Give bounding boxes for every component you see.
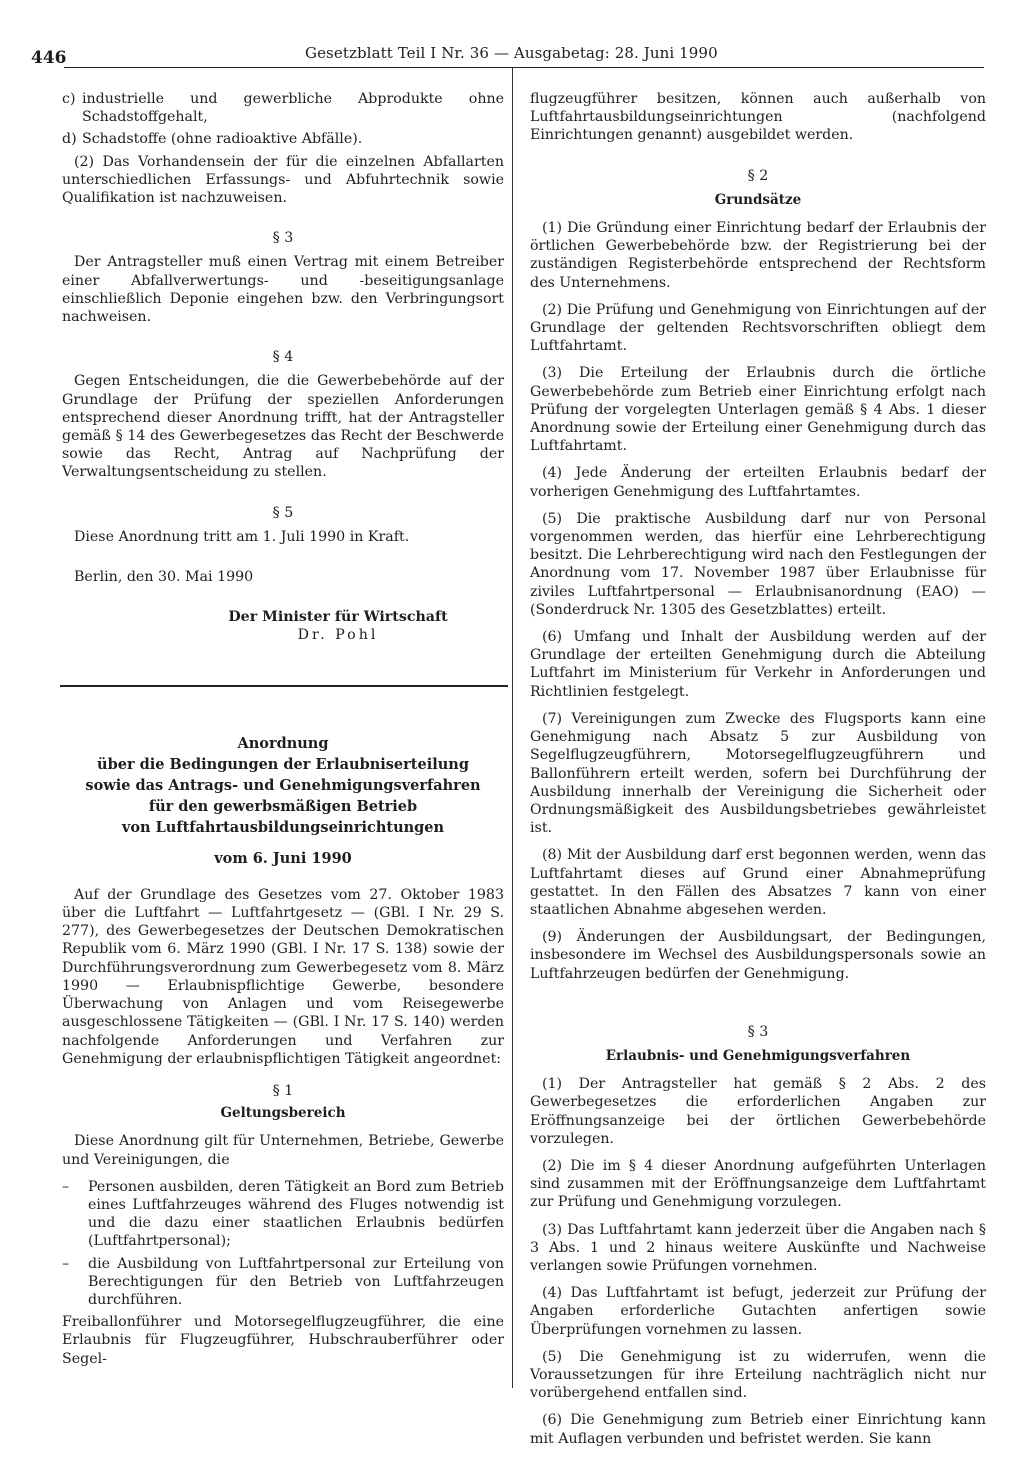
paragraph: Diese Anordnung tritt am 1. Juli 1990 in Kraft. xyxy=(74,528,410,545)
paragraph: (2) Das Vorhandensein der für die einzelnen Abfallarten unterschiedlichen Erfassungs- und Abfuhrtechnik sowie Qualifikation ist nachzuweisen. xyxy=(62,153,504,207)
list-item-label: – xyxy=(62,1255,70,1272)
section-number: § 3 xyxy=(747,1023,769,1040)
paragraph: (9) Änderungen der Ausbildungsart, der Bedingungen, insbesondere im Wechsel des Ausbildungspersonals sowie an Luftfahrzeugen bedürfen der Genehmigung. xyxy=(530,929,986,982)
signer-name: Dr. Pohl xyxy=(297,627,379,644)
page-number: 446 xyxy=(31,48,67,68)
place-date: Berlin, den 30. Mai 1990 xyxy=(74,569,254,586)
section-number: § 5 xyxy=(272,504,294,521)
right-column xyxy=(530,90,986,1457)
ordinance-title xyxy=(62,733,504,838)
page-header xyxy=(0,0,1024,68)
section-number: § 2 xyxy=(747,167,769,184)
paragraph: (1) Der Antragsteller hat gemäß § 2 Abs. 2 des Gewerbegesetzes die erforderlichen Angaben zur Eröffnungsanzeige bei der örtlichen Gewerbebehörde vorzulegen. xyxy=(530,1076,986,1147)
list-item-text: Schadstoffe (ohne radioaktive Abfälle). xyxy=(82,131,363,148)
paragraph: (4) Das Luftfahrtamt ist befugt, jederzeit zur Prüfung der Angaben erforderliche Gutachten anfertigen sowie Überprüfungen vornehmen zu lassen. xyxy=(530,1285,986,1338)
list-item-text: industrielle und gewerbliche Abprodukte ohne Schadstoffgehalt, xyxy=(82,91,504,126)
ordinance-title-line: für den gewerbsmäßigen Betrieb xyxy=(148,797,418,815)
paragraph: (6) Umfang und Inhalt der Ausbildung werden auf der Grundlage der erteilten Genehmigung durch die Abteilung Luftfahrt im Ministerium für Verkehr in Anforderungen und Richtlinien festgelegt. xyxy=(530,629,986,700)
preamble: Auf der Grundlage des Gesetzes vom 27. Oktober 1983 über die Luftfahrt — Luftfahrtgesetz — (GBl. I Nr. 29 S. 277), des Gewerbegesetzes der Deutschen Demokratischen Republik vom 6. März 1990 (GBl. I Nr. 17 S. 138) sowie der Durchführungsverordnung zum Gewerbegesetz vom 8. März 1990 — Erlaubnispflichtige Gewerbe, besondere Überwachung von Anlagen und vom Reisegewerbe ausgeschlossene Tätigkeiten — (GBl. I Nr. 17 S. 140) werden nachfolgende Anforderungen und Verfahren zur Genehmigung der erlaubnispflichtigen Tätigkeit angeordnet: xyxy=(62,886,504,1067)
paragraph: (3) Die Erteilung der Erlaubnis durch die örtliche Gewerbebehörde zum Betrieb einer Einrichtung erfolgt nach Prüfung der vorgelegten Unterlagen gemäß § 4 Abs. 1 dieser Anordnung sowie der Erteilung einer Genehmigung durch das Luftfahrtamt. xyxy=(530,365,986,455)
list-item xyxy=(62,1255,504,1310)
section-number: § 4 xyxy=(272,349,294,366)
ordinance-date: vom 6. Juni 1990 xyxy=(214,849,352,867)
list-item-label: – xyxy=(62,1178,70,1195)
list-item-text: die Ausbildung von Luftfahrtpersonal zur Erteilung von Berechtigungen für den Betrieb von Luftfahrzeugen durchführen. xyxy=(88,1255,504,1308)
list-item-label: d) xyxy=(62,131,77,148)
section-rule xyxy=(60,685,508,687)
left-column xyxy=(62,90,504,1377)
paragraph: Gegen Entscheidungen, die die Gewerbebehörde auf der Grundlage der Prüfung der speziellen Anforderungen entsprechend dieser Anordnung trifft, hat der Antragsteller gemäß § 14 des Gewerbegesetzes das Recht der Beschwerde sowie das Recht, Antrag auf Nachprüfung der Verwaltungsentscheidung zu stellen. xyxy=(62,373,504,481)
paragraph: (5) Die Genehmigung ist zu widerrufen, wenn die Voraussetzungen für ihre Erteilung nachträglich nicht nur vorübergehend entfallen sind. xyxy=(530,1348,986,1402)
paragraph: Freiballonführer und Motorsegelflugzeugführer, die eine Erlaubnis für Flugzeugführer, Hubschrauberführer oder Segel- xyxy=(62,1314,504,1367)
list-item-label: c) xyxy=(62,91,76,107)
paragraph: (4) Jede Änderung der erteilten Erlaubnis bedarf der vorherigen Genehmigung des Luftfahrtamtes. xyxy=(530,465,986,500)
list-item xyxy=(62,1178,504,1251)
paragraph: flugzeugführer besitzen, können auch außerhalb von Luftfahrtausbildungseinrichtungen (nachfolgend Einrichtungen genannt) ausgebildet werden. xyxy=(530,91,986,144)
header-rule xyxy=(64,67,984,68)
paragraph: (6) Die Genehmigung zum Betrieb einer Einrichtung kann mit Auflagen verbunden und befristet werden. Sie kann xyxy=(530,1412,986,1447)
ordinance-title-line: sowie das Antrags- und Genehmigungsverfahren xyxy=(85,776,481,794)
paragraph: (1) Die Gründung einer Einrichtung bedarf der Erlaubnis der örtlichen Gewerbebehörde bzw. der Registrierung bei der zuständigen Registerbehörde entsprechend der Rechtsform des Unternehmens. xyxy=(530,220,986,291)
paragraph: (2) Die im § 4 dieser Anordnung aufgeführten Unterlagen sind zusammen mit der Eröffnungsanzeige dem Luftfahrtamt zur Prüfung und Genehmigung vorzulegen. xyxy=(530,1157,986,1211)
section-title: Erlaubnis- und Genehmigungsverfahren xyxy=(605,1047,911,1064)
section-number: § 3 xyxy=(272,230,294,247)
ordinance-title-line: über die Bedingungen der Erlaubniserteilung xyxy=(97,755,469,773)
ordinance-title-line: von Luftfahrtausbildungseinrichtungen xyxy=(121,818,445,836)
section-title: Geltungsbereich xyxy=(220,1105,346,1122)
list-item xyxy=(62,130,504,148)
paragraph: (3) Das Luftfahrtamt kann jederzeit über die Angaben nach § 3 Abs. 1 und 2 hinaus weitere Auskünfte und Nachweise verlangen sowie Prüfungen vornehmen. xyxy=(530,1221,986,1274)
section-title: Grundsätze xyxy=(714,191,802,208)
section-number: § 1 xyxy=(272,1082,294,1099)
paragraph: (2) Die Prüfung und Genehmigung von Einrichtungen auf der Grundlage der geltenden Rechtsvorschriften obliegt dem Luftfahrtamt. xyxy=(530,301,986,355)
list-item-text: Personen ausbilden, deren Tätigkeit an Bord zum Betrieb eines Luftfahrzeuges während des Fluges notwendig ist und die dazu einer staatlichen Erlaubnis bedürfen (Luftfahrtpersonal); xyxy=(88,1178,504,1250)
ordinance-title-line: Anordnung xyxy=(237,734,329,752)
column-divider xyxy=(512,68,513,1388)
paragraph: (8) Mit der Ausbildung darf erst begonnen werden, wenn das Luftfahrtamt dieses auf Grund einer Abnahmeprüfung gestattet. In den Fällen des Absatzes 7 kann von einer staatlichen Abnahme abgesehen werden. xyxy=(530,847,986,918)
list-item xyxy=(62,90,504,126)
paragraph: Diese Anordnung gilt für Unternehmen, Betriebe, Gewerbe und Vereinigungen, die xyxy=(62,1133,504,1168)
paragraph: (7) Vereinigungen zum Zwecke des Flugsports kann eine Genehmigung nach Absatz 5 zur Ausbildung von Segelflugzeugführern, Motorsegelflugzeugführern und Ballonführern erteilt werden, sofern bei Durchführung der Ausbildung innerhalb der Vereinigung die Sicherheit oder Ordnungsmäßigkeit des Ausbildungsbetriebes gewährleistet ist. xyxy=(530,710,986,837)
running-head: Gesetzblatt Teil I Nr. 36 — Ausgabetag: 28. Juni 1990 xyxy=(305,44,718,62)
signer-title: Der Minister für Wirtschaft xyxy=(228,609,448,626)
paragraph: (5) Die praktische Ausbildung darf nur von Personal vorgenommen werden, das hierfür eine Lehrberechtigung besitzt. Die Lehrberechtigung wird nach den Festlegungen der Anordnung vom 17. November 1987 über Erlaubnisse für ziviles Luftfahrtpersonal — Erlaubnisanordnung (EAO) — (Sonderdruck Nr. 1305 des Gesetzblattes) erteilt. xyxy=(530,510,986,618)
paragraph: Der Antragsteller muß einen Vertrag mit einem Betreiber einer Abfallverwertungs- und -beseitigungsanlage einschließlich Deponie eingehen bzw. den Verbringungsort nachweisen. xyxy=(62,254,504,326)
